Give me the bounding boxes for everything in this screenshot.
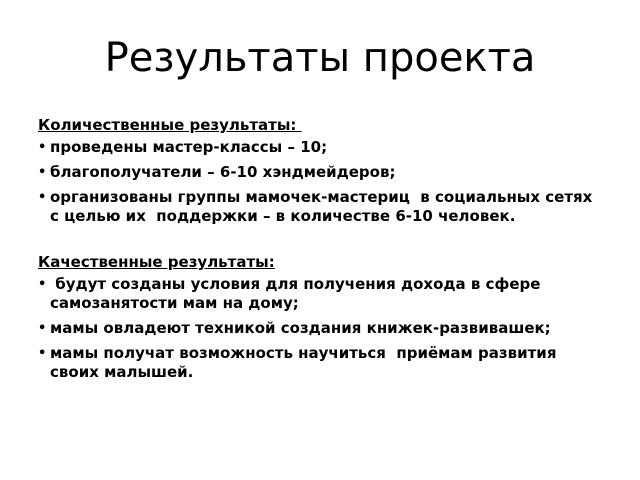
list-item-text: проведены мастер-классы – 10;	[50, 138, 328, 156]
bullet-icon: •	[38, 277, 47, 292]
list-item	[38, 188, 598, 226]
qualitative-section	[38, 253, 598, 382]
bullet-icon: •	[38, 165, 47, 180]
list-item-text: мамы овладеют техникой создания книжек-развивашек;	[50, 319, 551, 337]
list-item	[38, 163, 598, 182]
bullet-icon: •	[38, 346, 47, 361]
list-item-text: будут созданы условия для получения дохода в сфере самозанятости мам на дому;	[50, 275, 546, 312]
list-item-text: благополучатели – 6-10 хэндмейдеров;	[50, 163, 396, 181]
slide-content	[38, 116, 598, 388]
list-item-text: мамы получат возможность научиться приёмам развития своих малышей.	[50, 344, 562, 381]
bullet-icon: •	[38, 140, 47, 155]
list-item	[38, 319, 598, 338]
qualitative-heading: Качественные результаты:	[38, 253, 275, 271]
list-item	[38, 344, 598, 382]
list-item-text: организованы группы мамочек-мастериц в социальных сетях с целью их поддержки – в количестве 6-10 человек.	[50, 188, 598, 225]
quantitative-heading: Количественные результаты:	[38, 116, 302, 134]
bullet-icon: •	[38, 321, 47, 336]
section-spacer	[38, 232, 598, 253]
bullet-icon: •	[38, 190, 47, 205]
quantitative-list	[38, 138, 598, 226]
slide-title: Результаты проекта	[104, 35, 536, 81]
list-item	[38, 275, 598, 313]
list-item	[38, 138, 598, 157]
quantitative-section	[38, 116, 598, 226]
qualitative-list	[38, 275, 598, 382]
